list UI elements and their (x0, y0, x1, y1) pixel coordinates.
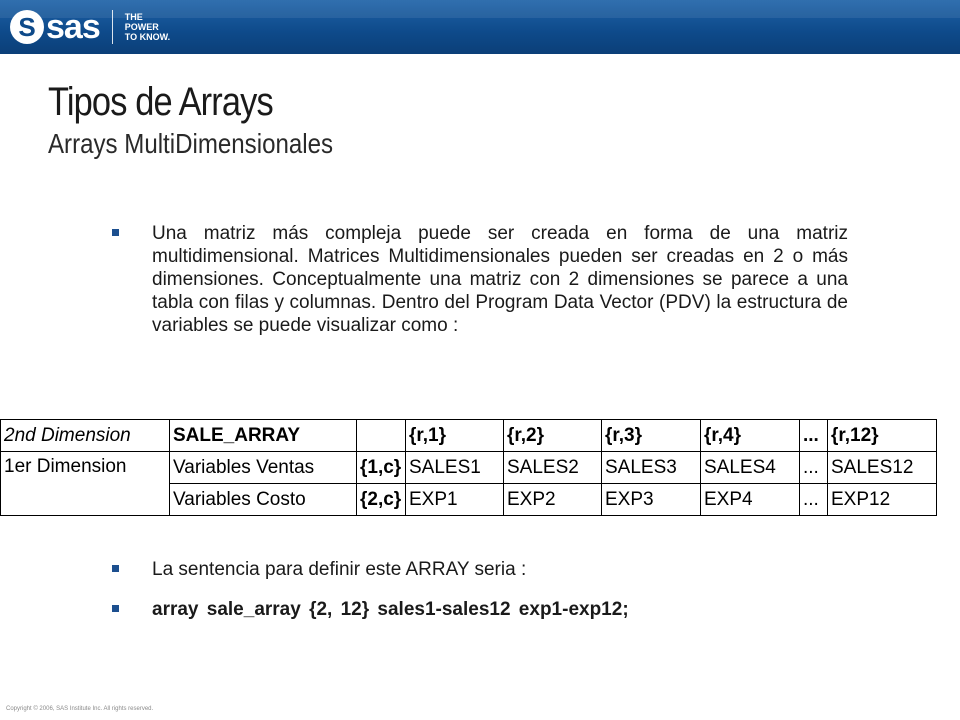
table-cell: SALE_ARRAY (170, 420, 357, 452)
sas-logo (10, 7, 170, 47)
table-cell: EXP2 (504, 484, 602, 516)
table-cell: Variables Costo (170, 484, 357, 516)
statement-intro: La sentencia para definir este ARRAY seria : (152, 559, 527, 580)
tagline-line: POWER (124, 22, 159, 32)
table-cell: Variables Ventas (170, 452, 357, 484)
table-cell: {r,4} (701, 420, 800, 452)
statement-intro-bullet (112, 558, 848, 581)
logo-divider (112, 10, 113, 44)
table-cell: ... (800, 452, 828, 484)
slide-subtitle: Arrays MultiDimensionales (48, 128, 334, 159)
table-cell: SALES4 (701, 452, 800, 484)
sas-logo-icon: S (10, 10, 44, 44)
table-cell: SALES2 (504, 452, 602, 484)
table-row (1, 452, 937, 484)
header-bar (0, 0, 960, 54)
intro-paragraph: Una matriz más compleja puede ser creada en forma de una matriz multidimensional. Matrices Multidimensionales pueden ser creadas en 2 o más dimensiones. Conceptualmente una matriz con 2 dimensiones se parece a una tabla con filas y columnas. Dentro del Program Data Vector (PDV) la estructura de variables se puede visualizar como : (152, 223, 848, 336)
table-cell: ... (800, 484, 828, 516)
table-cell: EXP3 (602, 484, 701, 516)
table-cell: EXP4 (701, 484, 800, 516)
bullet-square-icon (112, 229, 119, 236)
table-cell: {r,1} (406, 420, 504, 452)
table-cell: {1,c} (357, 452, 406, 484)
table-cell: SALES3 (602, 452, 701, 484)
bullet-square-icon (112, 565, 119, 572)
table-cell: EXP12 (828, 484, 937, 516)
table-cell: {r,12} (828, 420, 937, 452)
table-cell: {r,3} (602, 420, 701, 452)
dimension-2-label: 2nd Dimension (1, 420, 170, 452)
table-cell (357, 420, 406, 452)
pdv-table (0, 419, 937, 516)
tagline-line: THE (124, 12, 143, 22)
sas-logo-text: sas (46, 8, 100, 46)
tagline-line: TO KNOW. (124, 32, 171, 42)
table-cell: SALES1 (406, 452, 504, 484)
table-row (1, 420, 937, 452)
table-cell: ... (800, 420, 828, 452)
array-statement: array sale_array {2, 12} sales1-sales12 exp1-exp12; (152, 599, 629, 620)
slide-title: Tipos de Arrays (48, 80, 273, 124)
copyright-footer: Copyright © 2006, SAS Institute Inc. All rights reserved. (6, 706, 154, 712)
table-cell: EXP1 (406, 484, 504, 516)
dimension-1-label: 1er Dimension (1, 452, 170, 516)
intro-bullet (112, 222, 848, 337)
array-statement-bullet (112, 598, 848, 621)
table-cell: {r,2} (504, 420, 602, 452)
table-cell: SALES12 (828, 452, 937, 484)
logo-tagline (125, 12, 170, 42)
bullet-square-icon (112, 605, 119, 612)
table-cell: {2,c} (357, 484, 406, 516)
